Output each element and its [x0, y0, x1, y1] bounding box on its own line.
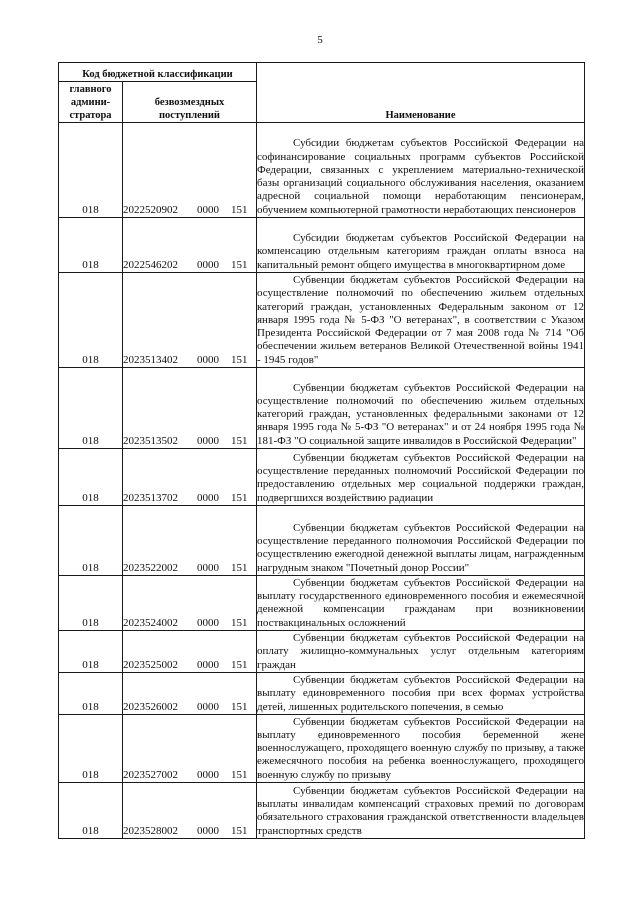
name-cell — [257, 673, 585, 715]
code-kosgu: 151 — [231, 491, 248, 504]
row-name: Субвенции бюджетам субъектов Российской Федерации на оплату жилищно-коммунальных услуг отдельным категориям граждан — [257, 632, 584, 671]
row-name: Субсидии бюджетам субъектов Российской Федерации на компенсацию отдельным категориям граждан оплаты взноса на капитальный ремонт общего имущества в многоквартирном доме — [257, 232, 584, 271]
name-cell — [257, 715, 585, 783]
table-row — [59, 273, 585, 368]
admin-code-cell: 018 — [59, 715, 123, 783]
admin-code-cell: 018 — [59, 273, 123, 368]
name-cell — [257, 368, 585, 449]
revenue-code-cell — [123, 218, 257, 273]
code-kosgu: 151 — [231, 561, 248, 574]
admin-code-cell: 018 — [59, 631, 123, 673]
code-kosgu: 151 — [231, 258, 248, 271]
name-cell — [257, 506, 585, 576]
header-name: Наименование — [257, 63, 585, 123]
row-name: Субвенции бюджетам субъектов Российской Федерации на выплату единовременного пособия беременной жене военнослужащего, проходящего военную службу по призыву, а также ежемесячного пособия на ребенка военнослужащего, проходящего военную службу по призыву — [257, 715, 584, 781]
code-main: 2022546202 — [123, 258, 178, 271]
code-sub: 0000 — [197, 700, 219, 713]
name-cell — [257, 273, 585, 368]
header-revenue-code: безвозмездных поступлений — [123, 82, 257, 123]
code-kosgu: 151 — [231, 353, 248, 366]
admin-code-cell: 018 — [59, 506, 123, 576]
revenue-code-cell — [123, 783, 257, 839]
code-kosgu: 151 — [231, 434, 248, 447]
code-kosgu: 151 — [231, 203, 248, 216]
code-main: 2023513502 — [123, 434, 178, 447]
code-sub: 0000 — [197, 616, 219, 629]
admin-code-cell: 018 — [59, 449, 123, 506]
code-main: 2023527002 — [123, 768, 178, 781]
admin-code-cell: 018 — [59, 368, 123, 449]
table-row — [59, 673, 585, 715]
code-sub: 0000 — [197, 203, 219, 216]
code-main: 2023513402 — [123, 353, 178, 366]
code-sub: 0000 — [197, 768, 219, 781]
code-main: 2023513702 — [123, 491, 178, 504]
code-kosgu: 151 — [231, 616, 248, 629]
revenue-code-cell — [123, 368, 257, 449]
table-row — [59, 449, 585, 506]
code-kosgu: 151 — [231, 768, 248, 781]
row-name: Субвенции бюджетам субъектов Российской Федерации на осуществление полномочий по обеспечению жильем отдельных категорий граждан, установленных Федеральным законом от 12 января 1995 года № 5-ФЗ "О ветеранах", в соответствии с Указом Президента Российской Федерации от 7 мая 2008 года № 714 "Об обеспечении жильем ветеранов Великой Отечественной войны 1941 - 1945 годов" — [257, 273, 584, 366]
header-row-group — [59, 63, 585, 82]
table-row — [59, 218, 585, 273]
code-sub: 0000 — [197, 658, 219, 671]
row-name: Субвенции бюджетам субъектов Российской Федерации на выплаты инвалидам компенсаций страховых премий по договорам обязательного страхования гражданской ответственности владельцев транспортных средств — [257, 784, 584, 837]
table-row — [59, 123, 585, 218]
code-sub: 0000 — [197, 561, 219, 574]
revenue-code-cell — [123, 506, 257, 576]
revenue-code-cell — [123, 123, 257, 218]
admin-code-cell: 018 — [59, 576, 123, 631]
admin-code-cell: 018 — [59, 123, 123, 218]
row-name: Субвенции бюджетам субъектов Российской Федерации на выплату единовременного пособия при всех формах устройства детей, лишенных родительского попечения, в семью — [257, 674, 584, 713]
code-main: 2023528002 — [123, 824, 178, 837]
code-sub: 0000 — [197, 491, 219, 504]
code-kosgu: 151 — [231, 658, 248, 671]
row-name: Субвенции бюджетам субъектов Российской Федерации на осуществление переданных полномочий Российской Федерации по предоставлению отдельных мер социальной поддержки граждан, подвергшихся воздействию радиации — [257, 451, 584, 504]
table-row — [59, 631, 585, 673]
table-row — [59, 715, 585, 783]
name-cell — [257, 123, 585, 218]
code-main: 2023525002 — [123, 658, 178, 671]
row-name: Субвенции бюджетам субъектов Российской Федерации на осуществление полномочий по обеспечению жильем отдельных категорий граждан, установленных федеральными законами от 12 января 1995 года № 5-ФЗ "О ветеранах" и от 24 ноября 1995 года № 181-ФЗ "О социальной защите инвалидов в Российской Федерации" — [257, 381, 584, 447]
revenue-code-cell — [123, 273, 257, 368]
admin-code-cell: 018 — [59, 673, 123, 715]
table-row — [59, 506, 585, 576]
header-admin-code: главного админи-стратора — [59, 82, 123, 123]
code-sub: 0000 — [197, 434, 219, 447]
table-row — [59, 576, 585, 631]
revenue-code-cell — [123, 449, 257, 506]
code-kosgu: 151 — [231, 700, 248, 713]
header-budget-classification: Код бюджетной классификации — [59, 63, 257, 82]
budget-classification-table — [58, 62, 585, 839]
code-sub: 0000 — [197, 353, 219, 366]
name-cell — [257, 783, 585, 839]
code-sub: 0000 — [197, 258, 219, 271]
name-cell — [257, 218, 585, 273]
name-cell — [257, 576, 585, 631]
code-main: 2022520902 — [123, 203, 178, 216]
table-row — [59, 368, 585, 449]
row-name: Субвенции бюджетам субъектов Российской Федерации на выплату государственного единовременного пособия и ежемесячной денежной компенсации гражданам при возникновении поствакцинальных осложнений — [257, 576, 584, 629]
revenue-code-cell — [123, 631, 257, 673]
code-main: 2023526002 — [123, 700, 178, 713]
name-cell — [257, 449, 585, 506]
revenue-code-cell — [123, 715, 257, 783]
revenue-code-cell — [123, 673, 257, 715]
page-number: 5 — [317, 34, 323, 46]
admin-code-cell: 018 — [59, 218, 123, 273]
revenue-code-cell — [123, 576, 257, 631]
table-row — [59, 783, 585, 839]
name-cell — [257, 631, 585, 673]
code-main: 2023522002 — [123, 561, 178, 574]
code-kosgu: 151 — [231, 824, 248, 837]
row-name: Субвенции бюджетам субъектов Российской Федерации на осуществление переданного полномочия Российской Федерации по осуществлению ежегодной денежной выплаты лицам, награжденным нагрудным знаком "Почетный донор России" — [257, 521, 584, 574]
admin-code-cell: 018 — [59, 783, 123, 839]
row-name: Субсидии бюджетам субъектов Российской Федерации на софинансирование социальных программ субъектов Российской Федерации, связанных с укреплением материально-технической базы организаций социального обслуживания населения, оказанием адресной социальной помощи неработающим пенсионерам, обучением компьютерной грамотности неработающих пенсионеров — [257, 137, 584, 216]
code-sub: 0000 — [197, 824, 219, 837]
code-main: 2023524002 — [123, 616, 178, 629]
